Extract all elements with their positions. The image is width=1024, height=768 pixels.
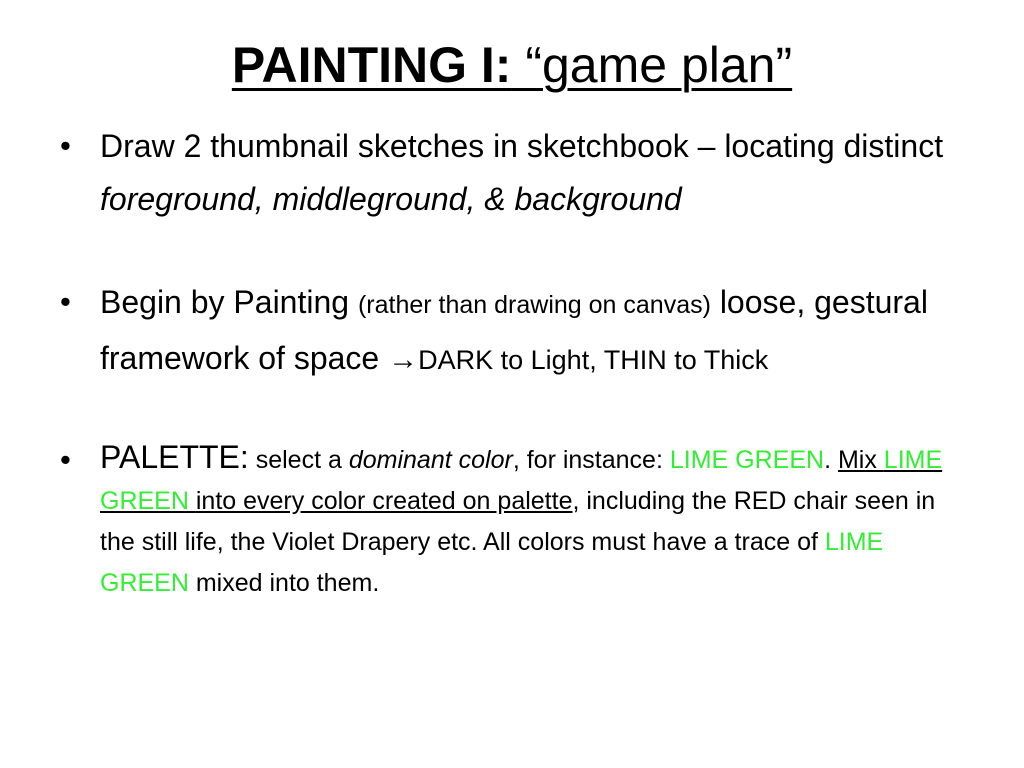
bullet-text-continued: mixed into them. [188,569,380,597]
bullet-item-painting [60,276,960,387]
right-arrow-icon: → [388,343,419,376]
bullet-text-continued: loose, gestural framework of space [100,284,928,376]
bullet-text-continued: , for instance: [512,446,670,474]
bullet-dot: • [60,442,71,477]
bullet-italic-text: dominant color [348,446,513,474]
lime-green-highlight: LIME GREEN [100,446,943,515]
lime-green-highlight: LIME GREEN [669,446,825,474]
bullet-dot: • [60,284,71,319]
bullet-note: (rather than drawing on canvas) [357,291,711,319]
slide-title [0,22,1024,108]
bullet-item-sketches [60,120,960,226]
bullet-italic-text: foreground, middleground, & background [100,181,682,217]
underlined-rest: into every color created on palette [195,487,573,515]
bullet-text-continued: , including the RED chair seen in the still life, the Violet Drapery etc. All colors must have a trace of [100,487,936,556]
underlined-mix: Mix [837,446,884,474]
bullet-text: Begin by Painting [100,284,358,320]
palette-lead: PALETTE: [100,439,249,475]
title-bold: PAINTING I: [231,37,512,93]
bullet-dot: • [60,128,71,163]
bullet-text-continued: . [824,446,838,474]
lime-green-highlight: LIME GREEN [100,528,884,597]
bullet-list [60,120,960,604]
bullet-text: select a [248,446,349,474]
title-rest: “game plan” [511,37,793,93]
bullet-item-palette [60,437,960,604]
bullet-progression: DARK to Light, THIN to Thick [418,345,769,375]
bullet-text: Draw 2 thumbnail sketches in sketchbook – locating distinct [100,128,944,164]
